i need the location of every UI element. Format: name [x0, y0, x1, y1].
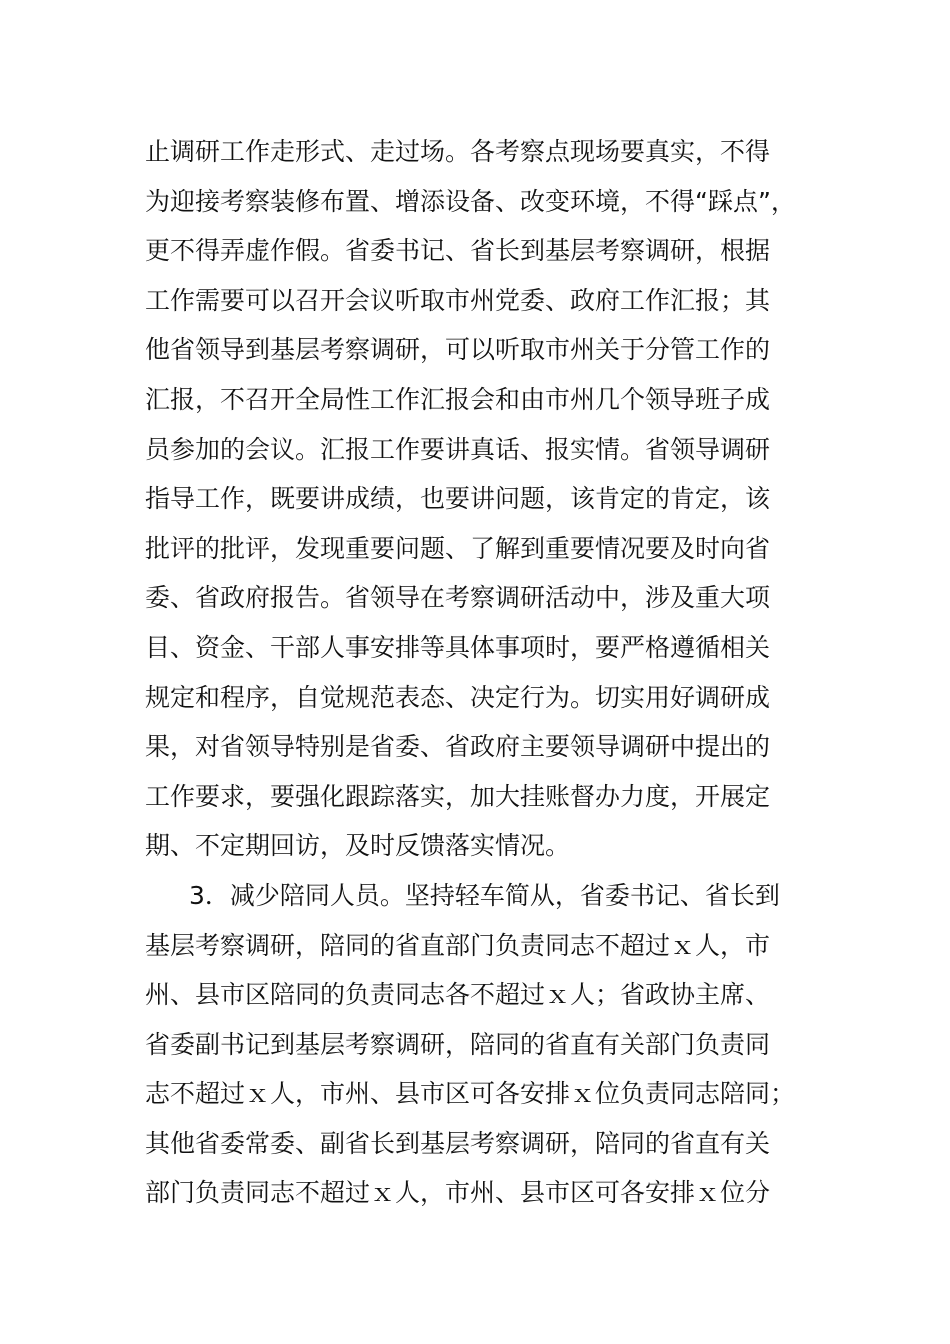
text-line: 他省领导到基层考察调研，可以听取市州关于分管工作的	[145, 335, 771, 365]
paragraph-start-line: 3．减少陪同人员。坚持轻车简从，省委书记、省长到	[189, 880, 780, 910]
text-line: 目、资金、干部人事安排等具体事项时，要严格遵循相关	[145, 632, 771, 662]
text-line: 其他省委常委、副省长到基层考察调研，陪同的省直有关	[145, 1128, 771, 1158]
text-line: 果，对省领导特别是省委、省政府主要领导调研中提出的	[145, 732, 771, 762]
text-line: 更不得弄虚作假。省委书记、省长到基层考察调研，根据	[145, 236, 771, 266]
text-line: 期、不定期回访，及时反馈落实情况。	[145, 831, 571, 861]
text-line: 州、县市区陪同的负责同志各不超过ｘ人；省政协主席、	[145, 980, 771, 1010]
text-line: 员参加的会议。汇报工作要讲真话、报实情。省领导调研	[145, 434, 771, 464]
text-line: 工作需要可以召开会议听取市州党委、政府工作汇报；其	[145, 285, 771, 315]
text-line: 志不超过ｘ人，市州、县市区可各安排ｘ位负责同志陪同；	[145, 1079, 796, 1109]
text-line: 基层考察调研，陪同的省直部门负责同志不超过ｘ人，市	[145, 930, 771, 960]
text-line: 委、省政府报告。省领导在考察调研活动中，涉及重大项	[145, 583, 771, 613]
text-line: 汇报，不召开全局性工作汇报会和由市州几个领导班子成	[145, 384, 771, 414]
text-line: 省委副书记到基层考察调研，陪同的省直有关部门负责同	[145, 1029, 771, 1059]
text-line: 为迎接考察装修布置、增添设备、改变环境，不得“踩点”，	[145, 186, 796, 216]
text-line: 规定和程序，自觉规范表态、决定行为。切实用好调研成	[145, 682, 771, 712]
text-line: 批评的批评，发现重要问题、了解到重要情况要及时向省	[145, 533, 771, 563]
text-line: 止调研工作走形式、走过场。各考察点现场要真实，不得	[145, 137, 771, 166]
document-body	[145, 127, 825, 1218]
text-line: 部门负责同志不超过ｘ人，市州、县市区可各安排ｘ位分	[145, 1178, 771, 1208]
text-line: 指导工作，既要讲成绩，也要讲问题，该肯定的肯定，该	[145, 484, 771, 514]
text-line: 工作要求，要强化跟踪落实，加大挂账督办力度，开展定	[145, 781, 771, 811]
